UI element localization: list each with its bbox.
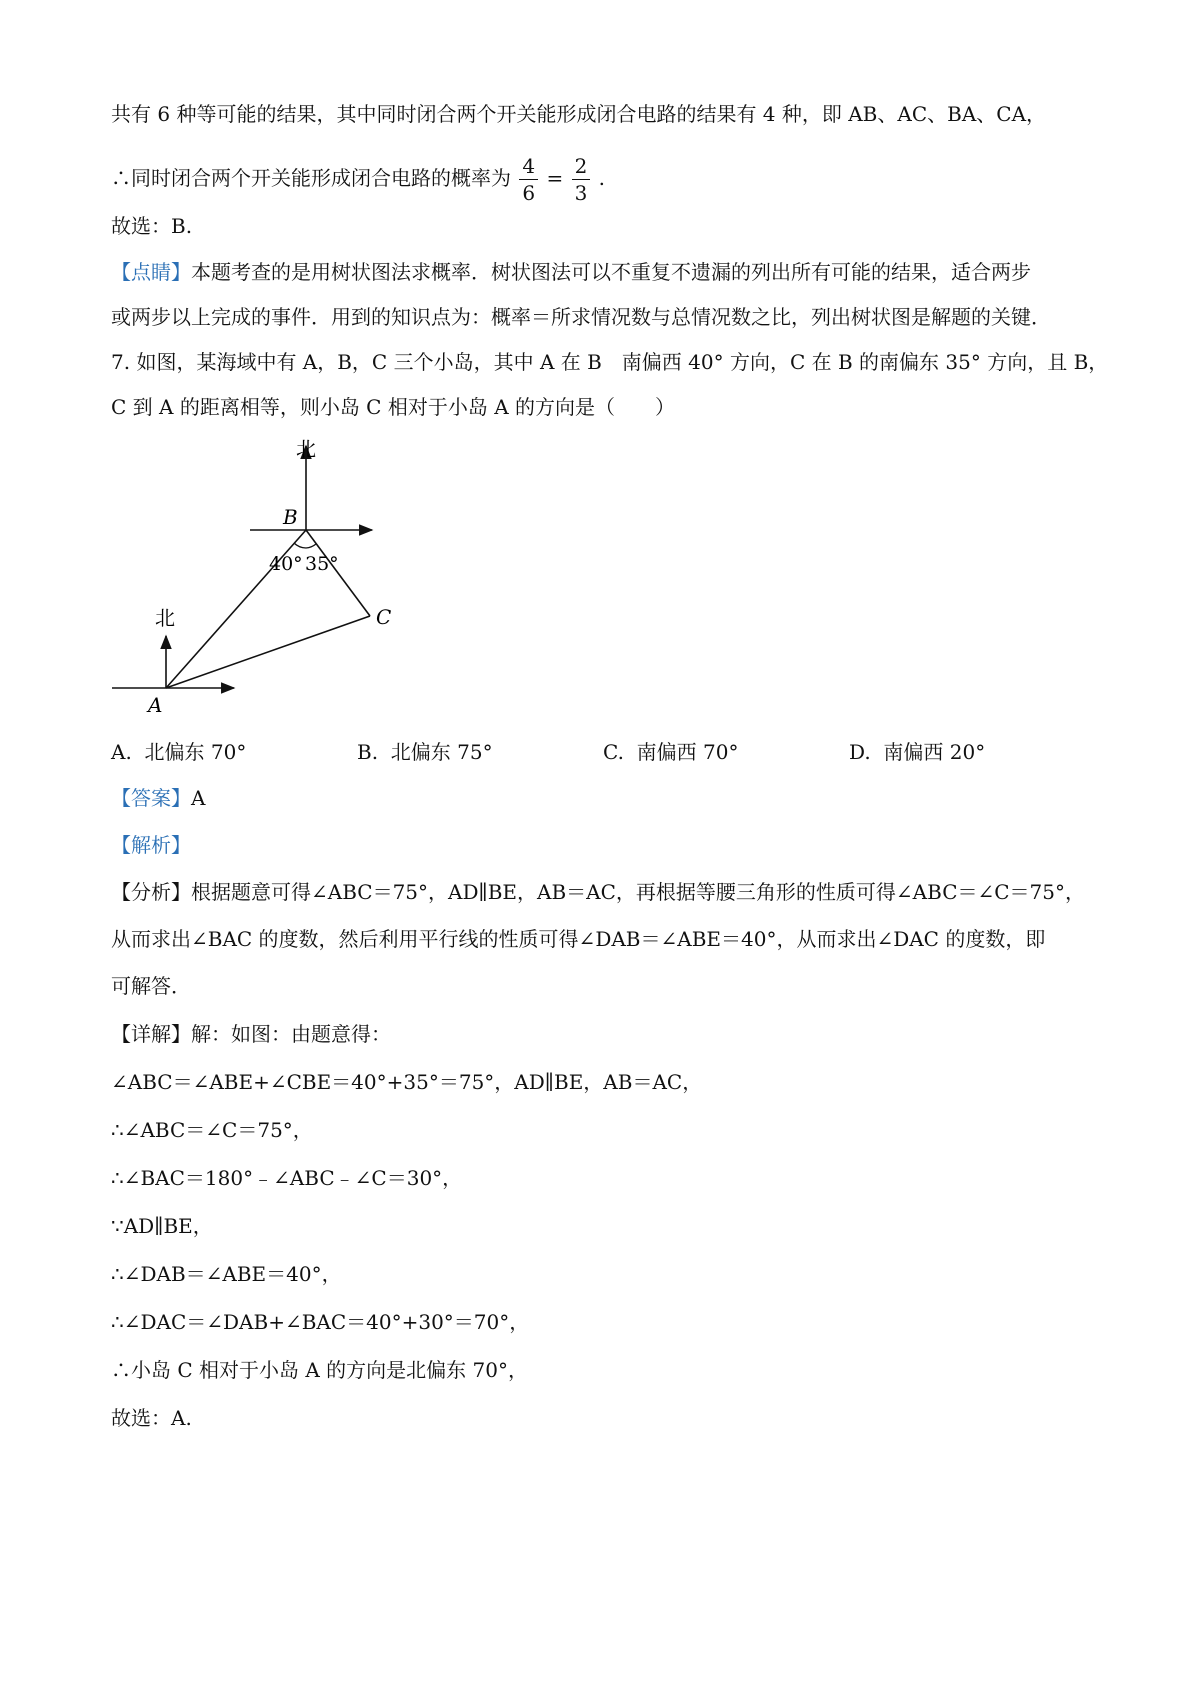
question-line: C 到 A 的距离相等，则小岛 C 相对于小岛 A 的方向是（ ） (111, 395, 675, 419)
fenxi-line (111, 878, 1140, 906)
text-segment: 解：如图：由题意得： (191, 1022, 391, 1046)
question-line: 7. 如图，某海域中有 A，B，C 三个小岛，其中 A 在 B 南偏西 40° 方向，C 在 B 的南偏东 35° 方向，且 B， (111, 350, 1109, 374)
xiangjie-line (111, 1020, 1140, 1048)
angle-label-40: 40° (269, 553, 303, 575)
xiangjie-label: 【详解】 (111, 1022, 191, 1046)
probability-line (111, 148, 1140, 208)
solution-step: ∴小岛 C 相对于小岛 A 的方向是北偏东 70°， (111, 1358, 528, 1382)
equals-sign: = (546, 166, 564, 190)
option-text: 南偏西 70° (636, 740, 739, 764)
option-c (603, 738, 738, 766)
option-letter: D. (849, 740, 871, 764)
fraction-2-3 (572, 153, 591, 206)
geometry-figure (100, 438, 400, 728)
comment-label: 【点睛】 (111, 260, 191, 284)
fraction-4-6 (519, 153, 538, 206)
text-line: 故选：B. (111, 214, 193, 238)
angle-arc-40 (294, 543, 306, 548)
solution-step: ∠ABC＝∠ABE+∠CBE＝40°+35°＝75°，AD∥BE，AB＝AC， (111, 1070, 703, 1094)
solution-step: ∵AD∥BE， (111, 1214, 213, 1238)
option-d (849, 738, 985, 766)
text-line: 或两步以上完成的事件．用到的知识点为：概率＝所求情况数与总情况数之比，列出树状图是解题的关键． (111, 305, 1051, 329)
segment-ac (166, 616, 370, 688)
comment-line (111, 258, 1140, 286)
north-label-top: 北 (296, 438, 316, 461)
option-text: 北偏东 70° (144, 740, 247, 764)
point-label-c: C (376, 605, 392, 629)
text-line: 共有 6 种等可能的结果，其中同时闭合两个开关能形成闭合电路的结果有 4 种，即 AB、AC、BA、CA， (111, 102, 1047, 126)
option-letter: A. (111, 740, 132, 764)
north-label-left: 北 (155, 606, 175, 630)
answer-options (111, 738, 1141, 766)
point-label-b: B (283, 505, 298, 529)
text-line: 从而求出∠BAC 的度数，然后利用平行线的性质可得∠DAB＝∠ABE＝40°，从而求出∠DAC 的度数，即 (111, 927, 1046, 951)
solution-step: ∴∠ABC＝∠C＝75°， (111, 1118, 313, 1142)
solution-step: 故选：A. (111, 1406, 192, 1430)
text-segment: . (598, 166, 606, 190)
analysis-heading (111, 831, 1140, 859)
denominator: 3 (574, 181, 588, 205)
option-b (357, 738, 493, 766)
option-letter: B. (357, 740, 379, 764)
text-line: 可解答． (111, 974, 191, 998)
fenxi-label: 【分析】 (111, 880, 191, 904)
text-segment: ∴同时闭合两个开关能形成闭合电路的概率为 (111, 166, 511, 190)
point-label-a: A (148, 693, 163, 717)
answer-value: A (191, 786, 206, 810)
denominator: 6 (522, 181, 536, 205)
angle-label-35: 35° (305, 553, 339, 575)
analysis-label: 【解析】 (111, 833, 191, 857)
answer-line (111, 784, 1140, 812)
solution-step: ∴∠DAB＝∠ABE＝40°， (111, 1262, 342, 1286)
numerator: 2 (572, 153, 591, 180)
angle-arc-35 (306, 544, 316, 548)
numerator: 4 (519, 153, 538, 180)
option-text: 南偏西 20° (883, 740, 986, 764)
solution-step: ∴∠DAC＝∠DAB+∠BAC＝40°+30°＝70°， (111, 1310, 530, 1334)
option-text: 北偏东 75° (390, 740, 493, 764)
option-a (111, 738, 246, 766)
solution-step: ∴∠BAC＝180°﹣∠ABC﹣∠C＝30°， (111, 1166, 463, 1190)
text-segment: 本题考查的是用树状图法求概率．树状图法可以不重复不遗漏的列出所有可能的结果，适合两步 (191, 260, 1031, 284)
text-segment: 根据题意可得∠ABC＝75°，AD∥BE，AB＝AC，再根据等腰三角形的性质可得∠ABC＝∠C＝75°， (191, 880, 1086, 904)
answer-label: 【答案】 (111, 786, 191, 810)
option-letter: C. (603, 740, 624, 764)
